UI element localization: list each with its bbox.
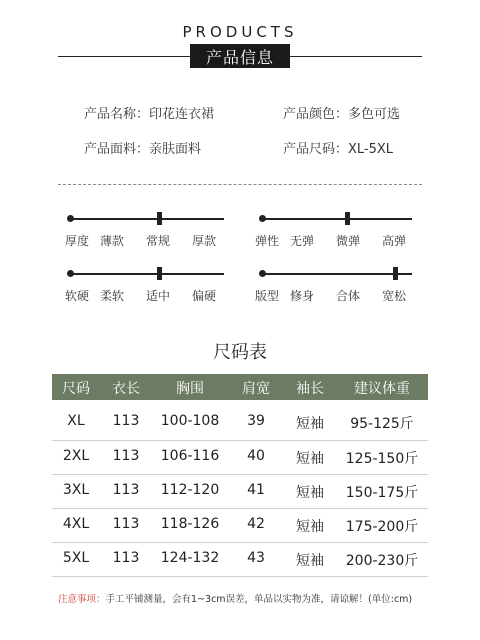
note-text: 手工平铺测量，会有1~3cm误差，单品以实物为准，请谅解！(单位:cm)	[105, 594, 413, 605]
slider-start-dot	[67, 215, 74, 222]
row-divider	[52, 576, 428, 577]
slider-option: 合体	[336, 289, 361, 303]
slider-option: 柔软	[100, 289, 125, 303]
cell-bust: 118-126	[160, 516, 220, 532]
slider-title: 版型	[255, 289, 280, 303]
cell-sleeve: 短袖	[296, 451, 324, 467]
size-table-title: 尺码表	[213, 342, 267, 363]
table-row	[52, 405, 428, 439]
cell-weight: 175-200斤	[345, 519, 419, 535]
note-label: 注意事项：	[58, 594, 106, 605]
cell-length: 113	[112, 482, 140, 498]
cell-length: 113	[112, 448, 140, 464]
table-row	[52, 440, 428, 474]
slider-option: 厚款	[192, 234, 217, 248]
slider-start-dot	[259, 215, 266, 222]
slider-track	[262, 218, 412, 220]
slider-option: 薄款	[100, 234, 125, 248]
slider-option: 无弹	[290, 234, 315, 248]
header-rule-right	[290, 56, 422, 57]
slider-marker	[345, 212, 350, 225]
cell-length: 113	[112, 413, 140, 429]
cell-size: 5XL	[62, 550, 90, 566]
header-cell: 袖长	[296, 381, 324, 397]
cell-shoulder: 43	[247, 550, 265, 566]
cell-weight: 95-125斤	[350, 416, 414, 432]
product-color: 产品颜色：多色可选	[283, 107, 401, 122]
header-rule-left	[58, 56, 190, 57]
cell-bust: 100-108	[160, 413, 220, 429]
cell-weight: 150-175斤	[345, 485, 419, 501]
cell-sleeve: 短袖	[296, 553, 324, 569]
cell-sleeve: 短袖	[296, 416, 324, 432]
slider-start-dot	[259, 270, 266, 277]
slider-track	[262, 273, 412, 275]
slider-title: 软硬	[65, 289, 90, 303]
cell-shoulder: 40	[247, 448, 265, 464]
product-name: 产品名称：印花连衣裙	[84, 107, 215, 122]
cell-bust: 124-132	[160, 550, 220, 566]
header-cell: 建议体重	[354, 381, 410, 397]
measurement-note	[58, 591, 412, 605]
cell-shoulder: 42	[247, 516, 265, 532]
size-table-header	[52, 374, 428, 400]
title-cn: 产品信息	[190, 44, 290, 68]
slider-option: 适中	[146, 289, 171, 303]
title-en: PRODUCTS	[182, 23, 298, 41]
cell-size: 4XL	[62, 516, 90, 532]
cell-sleeve: 短袖	[296, 519, 324, 535]
cell-length: 113	[112, 550, 140, 566]
slider-track	[70, 273, 224, 275]
cell-size: 2XL	[62, 448, 90, 464]
header-cell: 肩宽	[242, 381, 270, 397]
cell-weight: 200-230斤	[345, 553, 419, 569]
cell-sleeve: 短袖	[296, 485, 324, 501]
cell-bust: 112-120	[160, 482, 220, 498]
slider-marker	[157, 267, 162, 280]
slider-title: 弹性	[255, 234, 280, 248]
table-row	[52, 508, 428, 542]
section-divider	[58, 184, 422, 185]
cell-length: 113	[112, 516, 140, 532]
cell-shoulder: 39	[247, 413, 265, 429]
header-cell: 尺码	[62, 381, 90, 397]
slider-option: 宽松	[382, 289, 407, 303]
cell-size: XL	[67, 413, 85, 429]
slider-option: 偏硬	[192, 289, 217, 303]
slider-option: 修身	[290, 289, 315, 303]
cell-weight: 125-150斤	[345, 451, 419, 467]
table-row	[52, 474, 428, 508]
product-fabric: 产品面料：亲肤面料	[84, 142, 202, 157]
cell-shoulder: 41	[247, 482, 265, 498]
cell-bust: 106-116	[160, 448, 220, 464]
slider-option: 常规	[146, 234, 171, 248]
slider-option: 微弹	[336, 234, 361, 248]
slider-option: 高弹	[382, 234, 407, 248]
product-size: 产品尺码：XL-5XL	[283, 142, 394, 157]
header-cell: 衣长	[112, 381, 140, 397]
slider-start-dot	[67, 270, 74, 277]
slider-track	[70, 218, 224, 220]
slider-title: 厚度	[65, 234, 90, 248]
header-cell: 胸围	[176, 381, 204, 397]
slider-marker	[393, 267, 398, 280]
table-row	[52, 542, 428, 576]
cell-size: 3XL	[62, 482, 90, 498]
slider-marker	[157, 212, 162, 225]
